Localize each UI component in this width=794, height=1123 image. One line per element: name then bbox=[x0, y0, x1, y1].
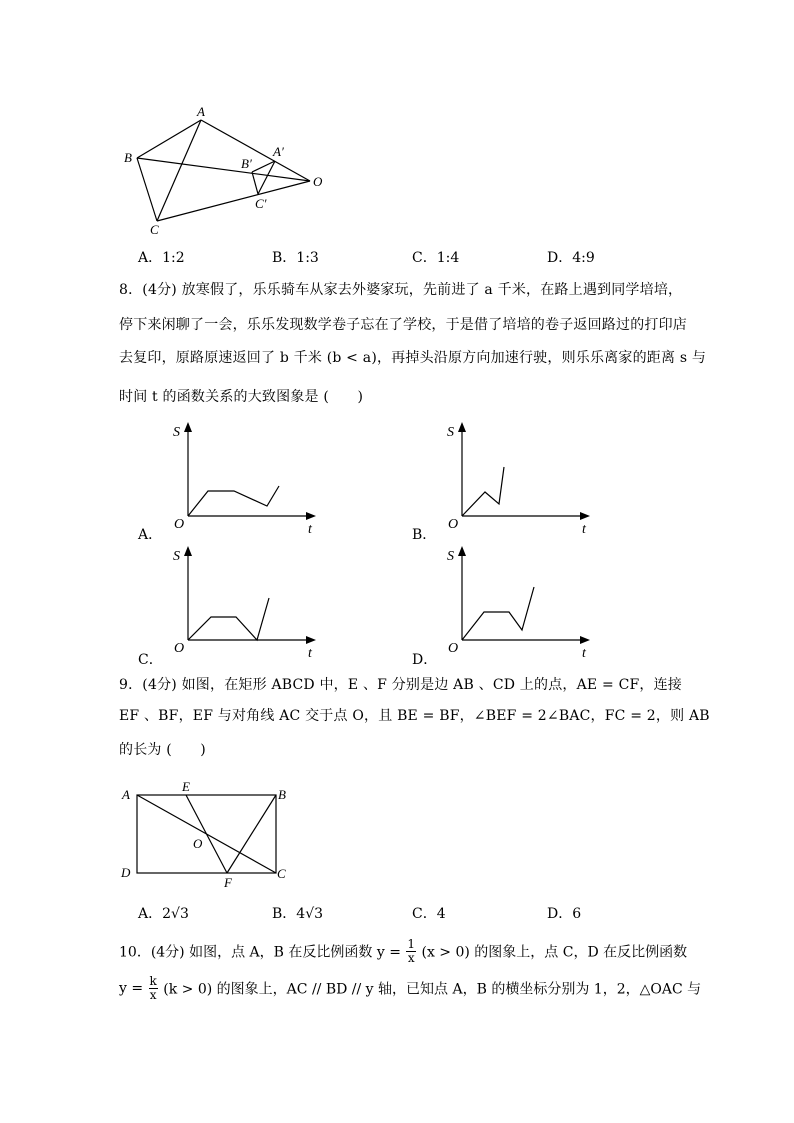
q8-graph-b-origin: O bbox=[448, 517, 459, 532]
q9-option-b[interactable]: B．4√3 bbox=[272, 906, 324, 922]
q10-line1-text-b: (x > 0) 的图象上，点 C，D 在反比例函数 bbox=[421, 944, 688, 961]
q7-label-C: C bbox=[150, 222, 159, 237]
q10-stem-line-1 bbox=[119, 938, 687, 968]
q9-label-E: E bbox=[182, 779, 190, 794]
q8-stem-line-2: 停下来闲聊了一会，乐乐发现数学卷子忘在了学校，于是借了培培的卷子返回路过的打印店 bbox=[119, 317, 687, 333]
q8-graph-a-origin: O bbox=[174, 517, 185, 532]
q8-graph-d-axis-y: S bbox=[447, 549, 454, 564]
q9-label-F: F bbox=[224, 875, 232, 890]
q8-stem-line-3: 去复印，原路原速返回了 b 千米 (b < a)，再掉头沿原方向加速行驶，则乐乐离家的距离 s 与 bbox=[119, 350, 707, 366]
q7-label-B: B bbox=[124, 150, 132, 165]
q10-stem-line-2 bbox=[119, 975, 701, 1005]
q8-option-b[interactable]: B． bbox=[412, 527, 437, 543]
q7-label-C1: C′ bbox=[255, 196, 267, 211]
q8-option-c[interactable]: C． bbox=[138, 652, 163, 668]
q9-label-B: B bbox=[278, 787, 286, 802]
q8-graph-b bbox=[442, 418, 592, 538]
q7-option-a[interactable]: A．1:2 bbox=[138, 250, 185, 266]
q9-stem-line-3: 的长为 ( ) bbox=[119, 742, 206, 758]
q9-label-A: A bbox=[122, 787, 130, 802]
q10-line2-text-a: y = bbox=[119, 980, 144, 997]
q7-similar-triangles-figure bbox=[115, 100, 345, 235]
q8-graph-d-axis-x: t bbox=[582, 646, 586, 661]
q7-option-d[interactable]: D．4:9 bbox=[547, 250, 595, 266]
q7-label-B1: B′ bbox=[241, 156, 252, 171]
q8-graph-c-axis-y: S bbox=[173, 549, 180, 564]
q9-stem-line-2: EF 、BF，EF 与对角线 AC 交于点 O，且 BE = BF，∠BEF = 2∠BAC，FC = 2，则 AB bbox=[119, 708, 710, 724]
q9-stem-line-1: 9．(4分) 如图，在矩形 ABCD 中，E 、F 分别是边 AB 、CD 上的点，AE = CF，连接 bbox=[119, 677, 682, 693]
q10-line1-frac-den: x bbox=[407, 951, 415, 965]
q10-line1-text-a: 10．(4分) 如图，点 A，B 在反比例函数 y = bbox=[119, 944, 401, 961]
q8-graph-d bbox=[442, 542, 592, 662]
q10-line2-text-b: (k > 0) 的图象上，AC // BD // y 轴，已知点 A，B 的横坐标分别为 1，2，△OAC 与 bbox=[163, 981, 702, 998]
q8-stem-line-4: 时间 t 的函数关系的大致图象是 ( ) bbox=[119, 389, 364, 405]
q7-option-b[interactable]: B．1:3 bbox=[272, 250, 319, 266]
q8-option-a[interactable]: A． bbox=[138, 527, 163, 543]
q9-rectangle-figure bbox=[115, 778, 305, 893]
q8-graph-c bbox=[168, 542, 318, 662]
q9-label-D: D bbox=[121, 865, 131, 880]
q8-graph-b-axis-x: t bbox=[582, 522, 586, 537]
q9-label-O: O bbox=[193, 836, 203, 851]
q8-graph-a bbox=[168, 418, 318, 538]
q9-option-d[interactable]: D．6 bbox=[547, 906, 582, 922]
q8-graph-a-axis-x: t bbox=[308, 522, 312, 537]
q10-line2-frac-den: x bbox=[149, 988, 157, 1002]
q8-graph-b-axis-y: S bbox=[447, 425, 454, 440]
q8-option-d[interactable]: D． bbox=[412, 652, 438, 668]
q7-option-c[interactable]: C．1:4 bbox=[412, 250, 460, 266]
q8-graph-d-origin: O bbox=[448, 641, 459, 656]
q10-line1-frac-num: 1 bbox=[407, 937, 416, 951]
q9-option-a[interactable]: A．2√3 bbox=[138, 906, 189, 922]
q8-graph-c-origin: O bbox=[174, 641, 185, 656]
q9-label-C: C bbox=[277, 866, 286, 881]
q7-label-A: A bbox=[197, 104, 205, 119]
q8-graph-a-axis-y: S bbox=[173, 425, 180, 440]
q10-line2-frac-num: k bbox=[149, 974, 157, 988]
q8-graph-c-axis-x: t bbox=[308, 646, 312, 661]
q9-option-c[interactable]: C．4 bbox=[412, 906, 446, 922]
q7-label-A1: A′ bbox=[273, 144, 284, 159]
q10-line1-fraction bbox=[406, 938, 416, 965]
q7-label-O: O bbox=[313, 174, 323, 189]
q10-line2-fraction bbox=[149, 975, 158, 1002]
q8-stem-line-1: 8．(4分) 放寒假了，乐乐骑车从家去外婆家玩，先前进了 a 千米，在路上遇到同学培培， bbox=[119, 282, 683, 298]
